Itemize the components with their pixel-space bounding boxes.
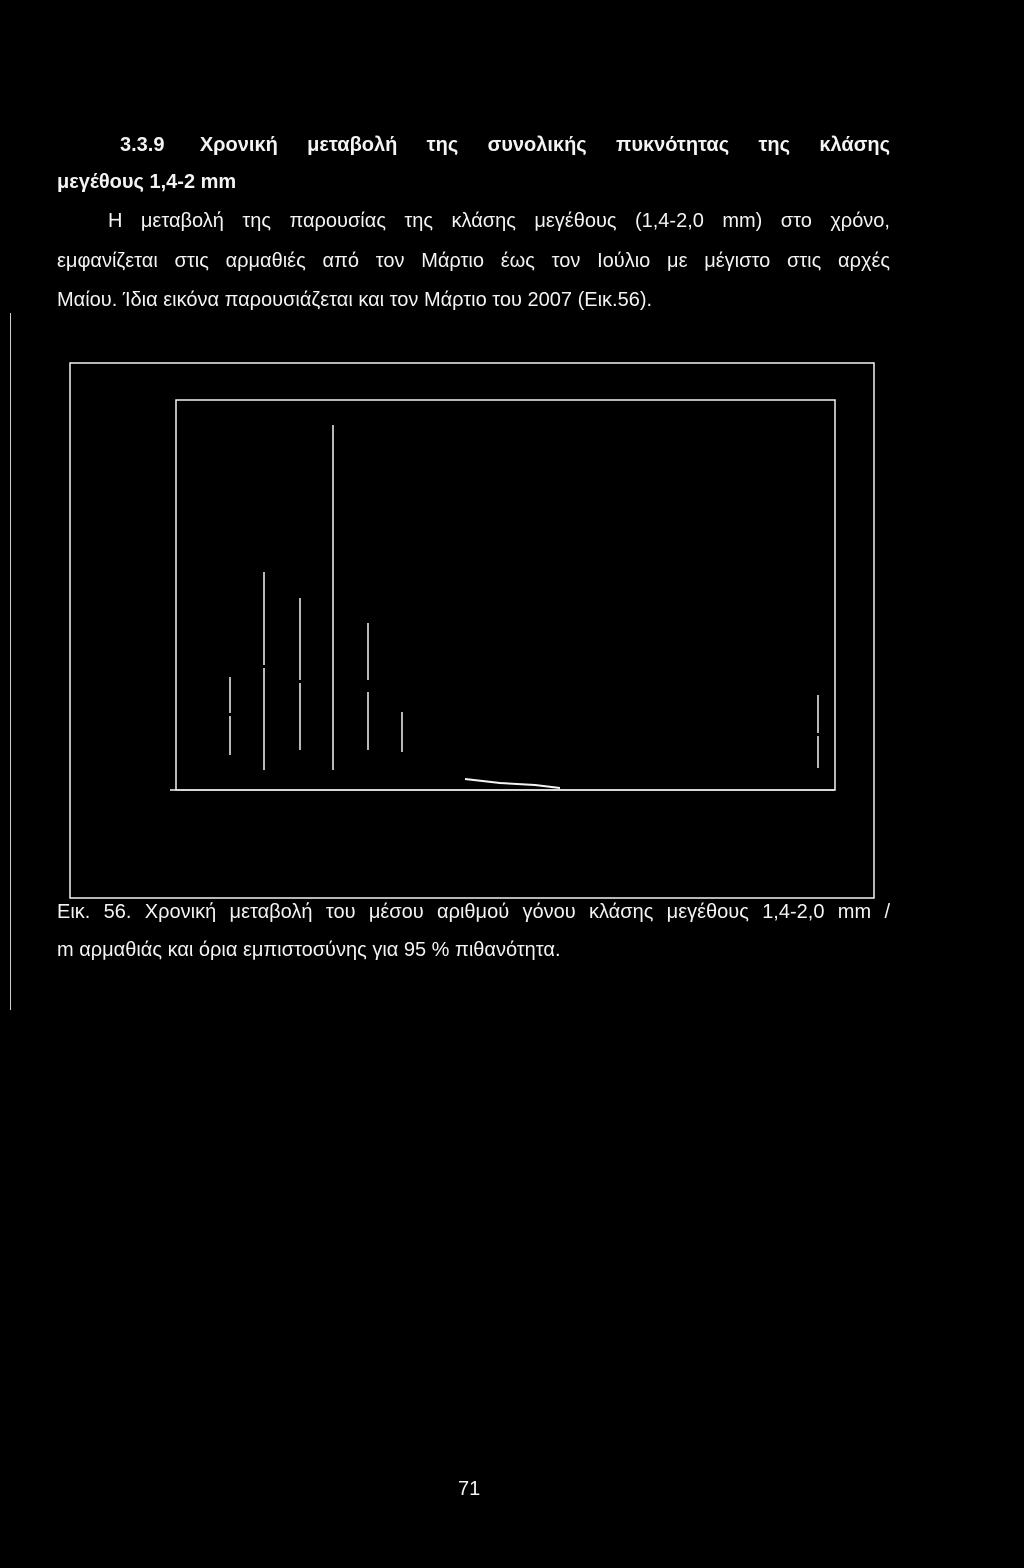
error-bar-7-mean-gap xyxy=(816,733,820,736)
error-bar-5-mean-gap xyxy=(366,680,370,692)
section-heading-line-2: μεγέθους 1,4-2 mm xyxy=(57,171,237,193)
error-bar-1-mean-gap xyxy=(228,713,232,716)
figure-graphic xyxy=(60,350,890,910)
error-bar-3-mean-gap xyxy=(298,680,302,683)
error-bar-2-mean-gap xyxy=(262,665,266,668)
figure-caption-line-1: Εικ. 56. Χρονική μεταβολή του μέσου αριθμού γόνου κλάσης μεγέθους 1,4-2,0 mm / xyxy=(57,901,890,923)
figure-caption-line-2: m αρμαθιάς και όρια εμπιστοσύνης για 95 % πιθανότητα. xyxy=(57,939,561,961)
section-number: 3.3.9 xyxy=(120,134,165,156)
paragraph-line-3: Μαίου. Ίδια εικόνα παρουσιάζεται και τον Μάρτιο του 2007 (Εικ.56). xyxy=(57,289,653,311)
figure-frame xyxy=(70,363,874,898)
paragraph-line-1: Η μεταβολή της παρουσίας της κλάσης μεγέθους (1,4-2,0 mm) στο χρόνο, xyxy=(108,210,890,232)
paragraph-line-2: εμφανίζεται στις αρμαθιές από τον Μάρτιο έως τον Ιούλιο με μέγιστο στις αρχές xyxy=(57,250,890,272)
scan-edge-line xyxy=(10,313,11,1010)
page-number: 71 xyxy=(458,1478,481,1500)
section-title: Χρονική μεταβολή της συνολικής πυκνότητας της κλάσης xyxy=(199,134,890,156)
section-heading-line-1 xyxy=(120,133,890,157)
mean-trend-line xyxy=(465,779,560,788)
plot-area-frame xyxy=(176,400,835,790)
